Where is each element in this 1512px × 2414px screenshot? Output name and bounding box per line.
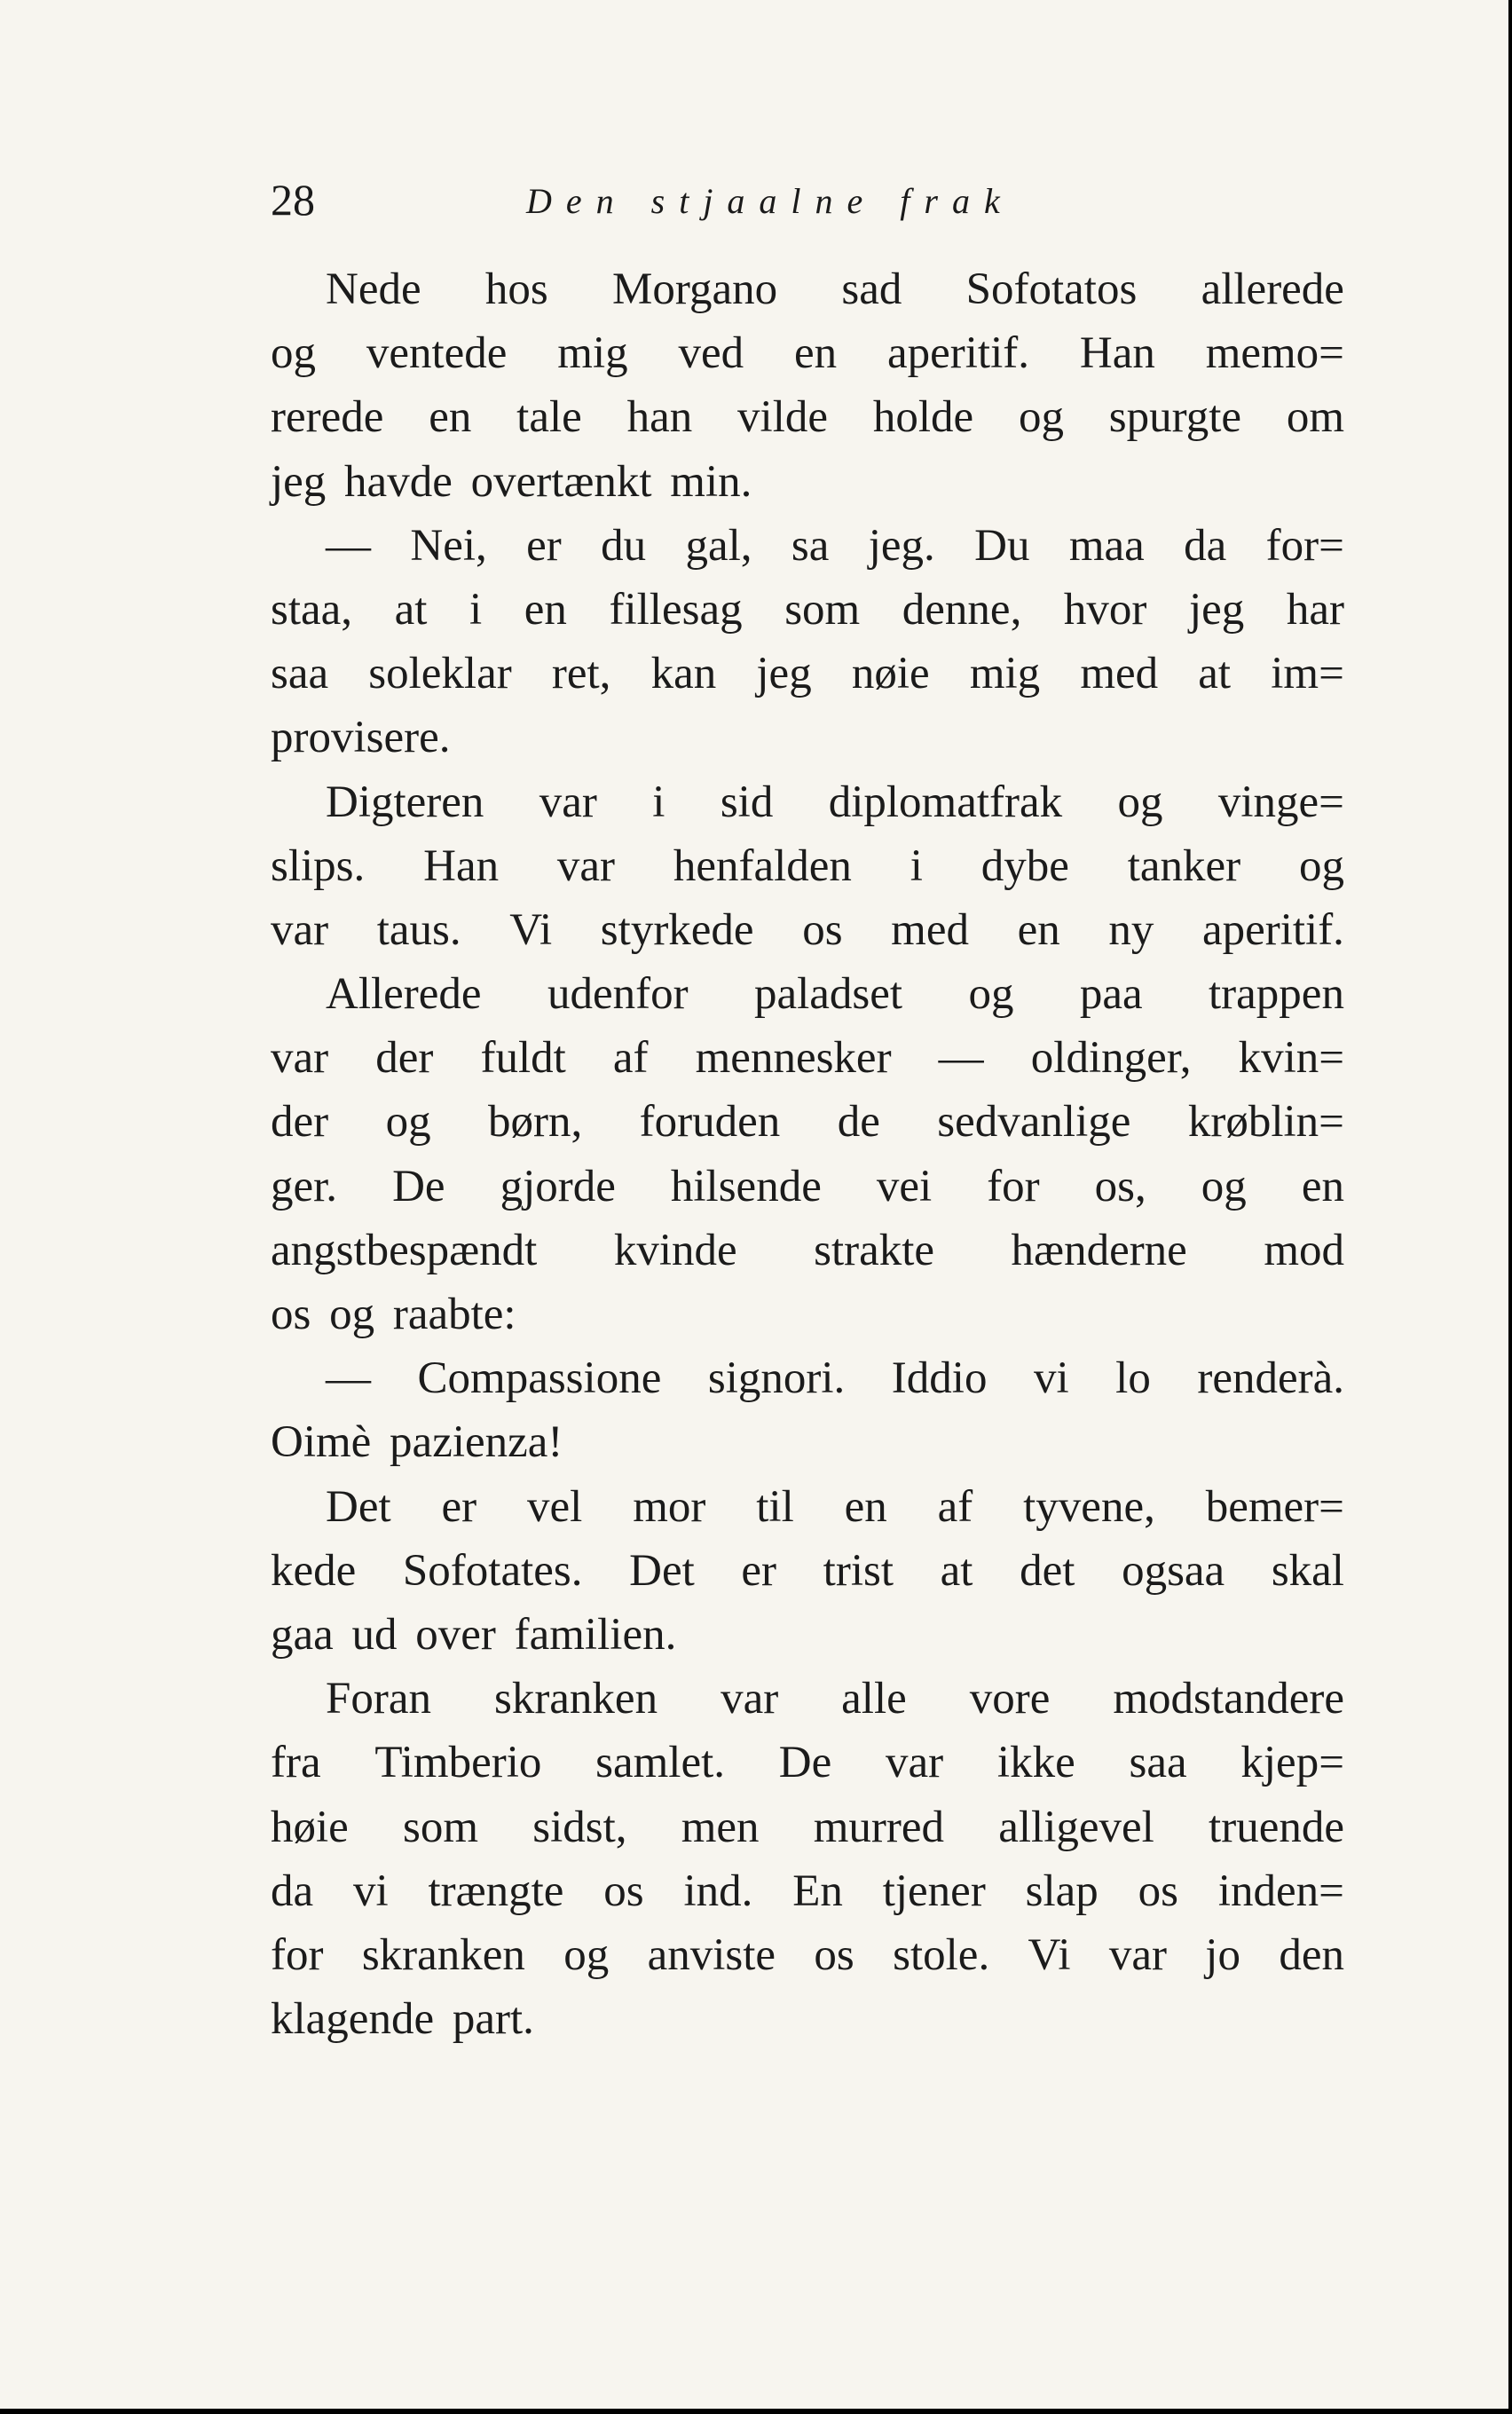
text-line: os og raabte: (271, 1290, 516, 1339)
word: mennesker (695, 1033, 892, 1084)
word: var (721, 1674, 779, 1724)
word: trist (823, 1545, 894, 1596)
word: gal, (685, 520, 752, 571)
word: og (1201, 1161, 1247, 1211)
word: hilsende (670, 1161, 822, 1211)
word: da (1184, 520, 1227, 571)
word: Nei, (410, 520, 487, 571)
word: da (271, 1866, 314, 1916)
word: jeg. (868, 520, 935, 571)
word: de (837, 1097, 880, 1148)
word: krøblin= (1187, 1097, 1344, 1148)
word: trængte (428, 1866, 564, 1916)
word: Det (629, 1545, 695, 1596)
word: ger. (271, 1161, 338, 1211)
word: en (844, 1481, 887, 1532)
word: har (1286, 584, 1344, 635)
word: du (601, 520, 647, 571)
text-line: gaa ud over familien. (271, 1609, 677, 1660)
word: og (1117, 777, 1163, 827)
page-number: 28 (271, 175, 315, 225)
word: ved (678, 328, 744, 379)
word: kvinde (613, 1225, 737, 1275)
word: aperitif. (887, 328, 1029, 379)
word: der (375, 1033, 434, 1084)
word: renderà. (1197, 1353, 1344, 1404)
word: mig (557, 328, 628, 379)
word: saa (271, 649, 329, 699)
word: tale (516, 392, 582, 443)
word: Han (1079, 328, 1155, 379)
word: jeg (1188, 584, 1245, 635)
word: en (429, 392, 472, 443)
word: vei (876, 1161, 933, 1211)
word: os (1138, 1866, 1178, 1916)
word: Vi (509, 904, 553, 955)
text-line (271, 1219, 1344, 1282)
word: hvor (1063, 584, 1147, 635)
word: for (271, 1929, 324, 1980)
word: Det (326, 1481, 391, 1532)
body-text (271, 257, 1344, 2051)
word: lo (1115, 1353, 1151, 1404)
word: stole. (893, 1929, 990, 1980)
word: en (1301, 1161, 1344, 1211)
word: saa (1129, 1738, 1187, 1788)
word: Iddio (891, 1353, 988, 1404)
word: og (1299, 840, 1344, 891)
word: Foran (326, 1674, 431, 1724)
word: kvin= (1238, 1033, 1344, 1084)
word: for (987, 1161, 1040, 1211)
word: Morgano (612, 264, 778, 314)
word: Vi (1028, 1929, 1071, 1980)
word: De (778, 1738, 832, 1788)
text-line (271, 1346, 1344, 1410)
word: at (394, 584, 428, 635)
word: han (626, 392, 693, 443)
word: i (910, 840, 923, 891)
text-line (271, 962, 1344, 1026)
word: er (441, 1481, 477, 1532)
word: af (612, 1033, 649, 1084)
word: om (1286, 392, 1344, 443)
word: paladset (753, 969, 903, 1020)
word: os (603, 1866, 644, 1916)
word: tjener (882, 1866, 986, 1916)
word: ret, (551, 649, 611, 699)
word: skranken (361, 1929, 525, 1980)
word: fra (271, 1738, 321, 1788)
word: sid (720, 777, 774, 827)
word: kede (271, 1545, 357, 1596)
word: Sofotatos (965, 264, 1138, 314)
word: vinge= (1217, 777, 1344, 827)
word: for= (1265, 520, 1344, 571)
word: sad (841, 264, 902, 314)
text-line (271, 1090, 1344, 1154)
word: slap (1025, 1866, 1099, 1916)
word: vilde (737, 392, 829, 443)
text-line (271, 834, 1344, 898)
word: den (1279, 1929, 1344, 1980)
word: sa (791, 520, 830, 571)
word: bemer= (1205, 1481, 1344, 1532)
word: alligevel (998, 1802, 1154, 1852)
word: vi (352, 1866, 389, 1916)
word: hænderne (1011, 1225, 1187, 1275)
word: modstandere (1113, 1674, 1344, 1724)
word: styrkede (600, 904, 754, 955)
word: Sofotates. (402, 1545, 583, 1596)
word: og (1018, 392, 1064, 443)
word: som (403, 1802, 479, 1852)
word: Nede (326, 264, 421, 314)
word: alle (841, 1674, 907, 1724)
word: vi (1033, 1353, 1069, 1404)
word: mor (633, 1481, 706, 1532)
text-line (271, 1667, 1344, 1731)
word: spurgte (1108, 392, 1241, 443)
word: var (556, 840, 616, 891)
text-line (271, 898, 1344, 962)
word: vore (969, 1674, 1051, 1724)
word: med (891, 904, 969, 955)
word: og (563, 1929, 610, 1980)
word: er (526, 520, 562, 571)
word: at (940, 1545, 973, 1596)
word: kan (650, 649, 717, 699)
word: inden= (1217, 1866, 1344, 1916)
word: os (802, 904, 843, 955)
word: os, (1094, 1161, 1146, 1211)
page-header (271, 169, 1344, 231)
word: der (271, 1097, 329, 1148)
word: ventede (366, 328, 508, 379)
word: var (271, 904, 329, 955)
word: aperitif. (1201, 904, 1344, 955)
word: til (756, 1481, 794, 1532)
text-line: klagende part. (271, 1994, 534, 2045)
word: angstbespændt (271, 1225, 538, 1275)
word: i (652, 777, 665, 827)
word: skranken (493, 1674, 658, 1724)
word: men (681, 1802, 760, 1852)
word: strakte (814, 1225, 935, 1275)
word: maa (1068, 520, 1145, 571)
word: rerede (271, 392, 384, 443)
word: slips. (271, 840, 366, 891)
word: udenfor (547, 969, 689, 1020)
word: fillesag (609, 584, 743, 635)
word: en (794, 328, 838, 379)
word: hos (484, 264, 548, 314)
word: høie (271, 1802, 349, 1852)
word: anviste (647, 1929, 776, 1980)
word: kjep= (1240, 1738, 1344, 1788)
word: paa (1079, 969, 1143, 1020)
word: De (392, 1161, 445, 1211)
word: ind. (683, 1866, 753, 1916)
word: en (1017, 904, 1060, 955)
word: Timberio (374, 1738, 542, 1788)
word: jeg (756, 649, 812, 699)
word: i (469, 584, 483, 635)
text-line (271, 770, 1344, 834)
word: im= (1271, 649, 1344, 699)
word: var (886, 1738, 944, 1788)
word: samlet. (595, 1738, 726, 1788)
word: soleklar (368, 649, 512, 699)
word: børn, (488, 1097, 583, 1148)
text-line: provisere. (271, 713, 451, 763)
word: tyvene, (1023, 1481, 1155, 1532)
word: En (792, 1866, 843, 1916)
word: dybe (980, 840, 1069, 891)
word: jo (1205, 1929, 1240, 1980)
word: — (938, 1033, 984, 1084)
word: murred (813, 1802, 945, 1852)
word: oldinger, (1030, 1033, 1192, 1084)
text-line (271, 1731, 1344, 1795)
text-line (271, 1475, 1344, 1539)
word: med (1080, 649, 1159, 699)
text-line: Oimè pazienza! (271, 1417, 563, 1468)
word: er (741, 1545, 777, 1596)
text-line (271, 514, 1344, 578)
word: — (326, 520, 371, 571)
text-line: jeg havde overtænkt min. (271, 456, 752, 507)
word: signori. (707, 1353, 846, 1404)
text-line (271, 257, 1344, 321)
word: Digteren (326, 777, 484, 827)
word: Han (423, 840, 500, 891)
text-line (271, 1923, 1344, 1987)
text-line (271, 642, 1344, 706)
word: Compassione (417, 1353, 662, 1404)
word: os (814, 1929, 854, 1980)
word: at (1198, 649, 1232, 699)
word: mod (1264, 1225, 1344, 1275)
text-line (271, 1026, 1344, 1090)
text-line (271, 385, 1344, 449)
text-line (271, 1539, 1344, 1603)
word: som (784, 584, 861, 635)
running-head: Den stjaalne frak (526, 181, 1014, 221)
word: Du (974, 520, 1030, 571)
word: og (968, 969, 1014, 1020)
word: fuldt (480, 1033, 566, 1084)
word: henfalden (673, 840, 852, 891)
text-line (271, 1795, 1344, 1859)
word: ogsaa (1122, 1545, 1225, 1596)
word: trappen (1209, 969, 1344, 1020)
word: denne, (902, 584, 1022, 635)
word: og (385, 1097, 431, 1148)
word: det (1020, 1545, 1075, 1596)
word: ikke (996, 1738, 1075, 1788)
word: — (326, 1353, 371, 1404)
word: foruden (639, 1097, 781, 1148)
word: var (539, 777, 597, 827)
word: diplomatfrak (828, 777, 1063, 827)
text-line (271, 1155, 1344, 1219)
text-line (271, 1859, 1344, 1923)
word: af (937, 1481, 973, 1532)
text-line (271, 321, 1344, 385)
word: mig (969, 649, 1041, 699)
word: taus. (376, 904, 461, 955)
word: tanker (1127, 840, 1241, 891)
word: gjorde (500, 1161, 616, 1211)
word: vel (527, 1481, 583, 1532)
word: holde (872, 392, 974, 443)
word: truende (1209, 1802, 1344, 1852)
word: sidst, (532, 1802, 627, 1852)
word: skal (1271, 1545, 1344, 1596)
word: allerede (1201, 264, 1344, 314)
word: ny (1108, 904, 1154, 955)
word: staa, (271, 584, 353, 635)
word: en (524, 584, 567, 635)
word: var (271, 1033, 329, 1084)
word: Allerede (326, 969, 482, 1020)
word: nøie (851, 649, 930, 699)
word: og (271, 328, 316, 379)
word: var (1108, 1929, 1167, 1980)
word: sedvanlige (937, 1097, 1131, 1148)
text-line (271, 578, 1344, 642)
word: memo= (1205, 328, 1344, 379)
